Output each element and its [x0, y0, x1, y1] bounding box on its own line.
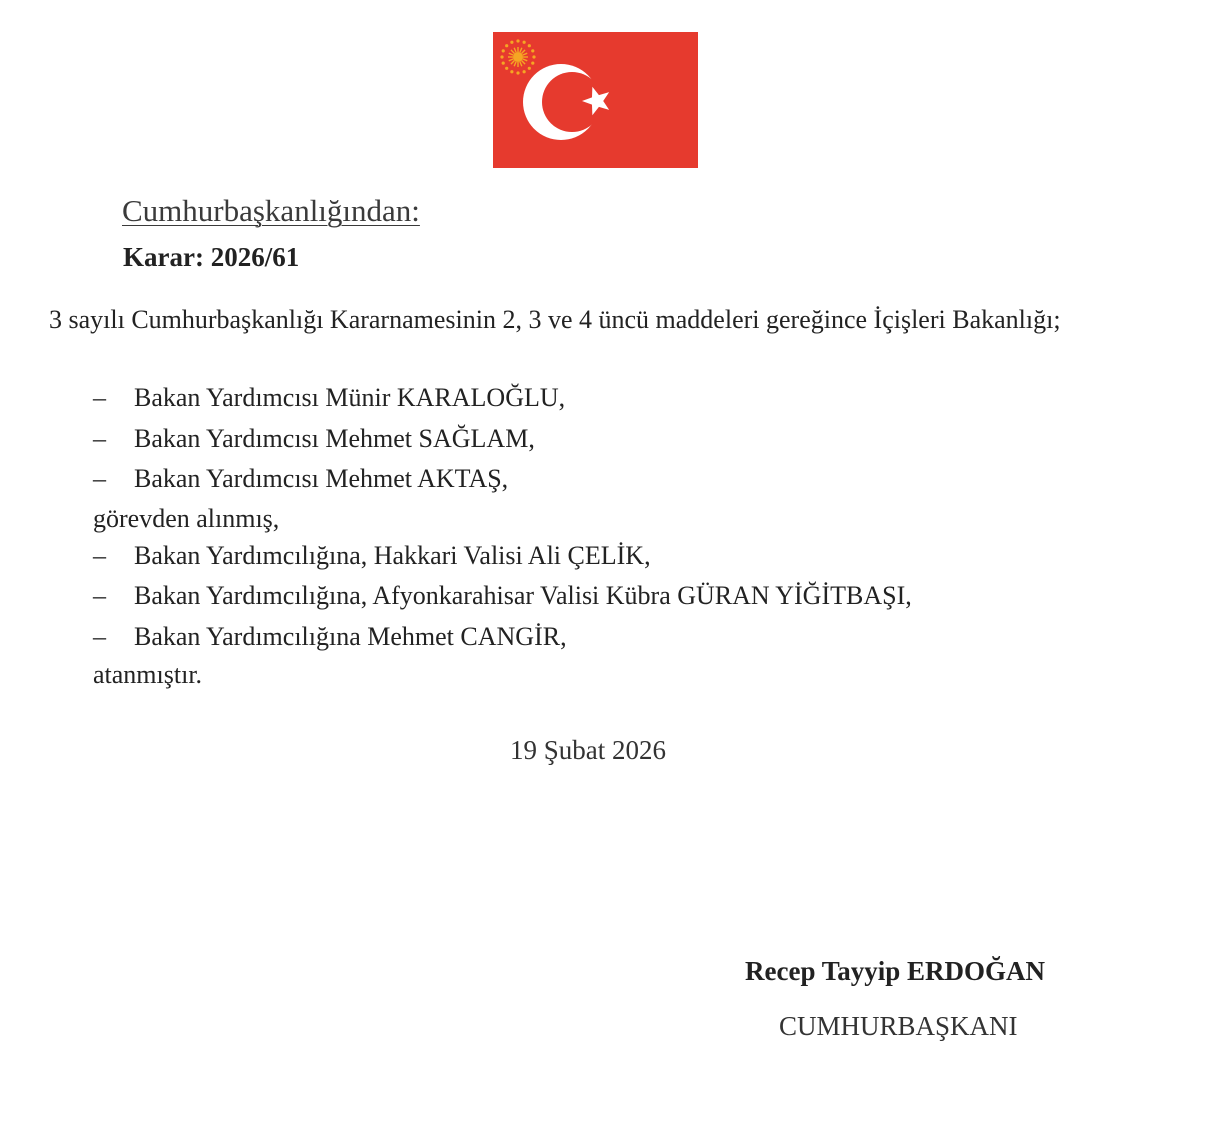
seal-star	[505, 67, 508, 70]
dismissed-label: görevden alınmış,	[93, 504, 280, 533]
seal-star	[523, 70, 526, 73]
seal-star	[510, 41, 513, 44]
seal-star	[532, 55, 535, 58]
appointed-label: atanmıştır.	[93, 660, 203, 689]
dash-bullet: –	[93, 541, 106, 570]
seal-star	[523, 41, 526, 44]
seal-star	[528, 67, 531, 70]
dismissed-item-3: Bakan Yardımcısı Mehmet AKTAŞ,	[134, 464, 509, 493]
dash-bullet: –	[93, 581, 106, 610]
seal-star	[500, 55, 503, 58]
appointed-item-2: Bakan Yardımcılığına, Afyonkarahisar Valisi Kübra GÜRAN YİĞİTBAŞI,	[134, 581, 912, 610]
decision-number: Karar: 2026/61	[123, 242, 300, 272]
dash-bullet: –	[93, 424, 106, 453]
dismissed-item-2: Bakan Yardımcısı Mehmet SAĞLAM,	[134, 424, 535, 453]
signatory-title: CUMHURBAŞKANI	[779, 1011, 1018, 1041]
dash-bullet: –	[93, 383, 106, 412]
seal-star	[502, 49, 505, 52]
seal-star	[510, 70, 513, 73]
seal-star	[502, 62, 505, 65]
signatory-name: Recep Tayyip ERDOĞAN	[745, 956, 1046, 986]
seal-star	[528, 44, 531, 47]
seal-star	[516, 39, 519, 42]
institution-heading: Cumhurbaşkanlığından:	[122, 193, 420, 228]
dash-bullet: –	[93, 464, 106, 493]
seal-star	[505, 44, 508, 47]
appointed-item-3: Bakan Yardımcılığına Mehmet CANGİR,	[134, 622, 567, 651]
seal-star	[516, 71, 519, 74]
document-date: 19 Şubat 2026	[510, 735, 667, 765]
seal-star	[531, 49, 534, 52]
turkish-flag-icon	[493, 32, 698, 168]
dismissed-item-1: Bakan Yardımcısı Münir KARALOĞLU,	[134, 383, 566, 412]
seal-star	[531, 62, 534, 65]
dash-bullet: –	[93, 622, 106, 651]
intro-paragraph: 3 sayılı Cumhurbaşkanlığı Kararnamesinin 2, 3 ve 4 üncü maddeleri gereğince İçişleri Bakanlığı;	[49, 305, 1061, 334]
appointed-item-1: Bakan Yardımcılığına, Hakkari Valisi Ali ÇELİK,	[134, 541, 651, 570]
seal-sun	[513, 52, 523, 62]
